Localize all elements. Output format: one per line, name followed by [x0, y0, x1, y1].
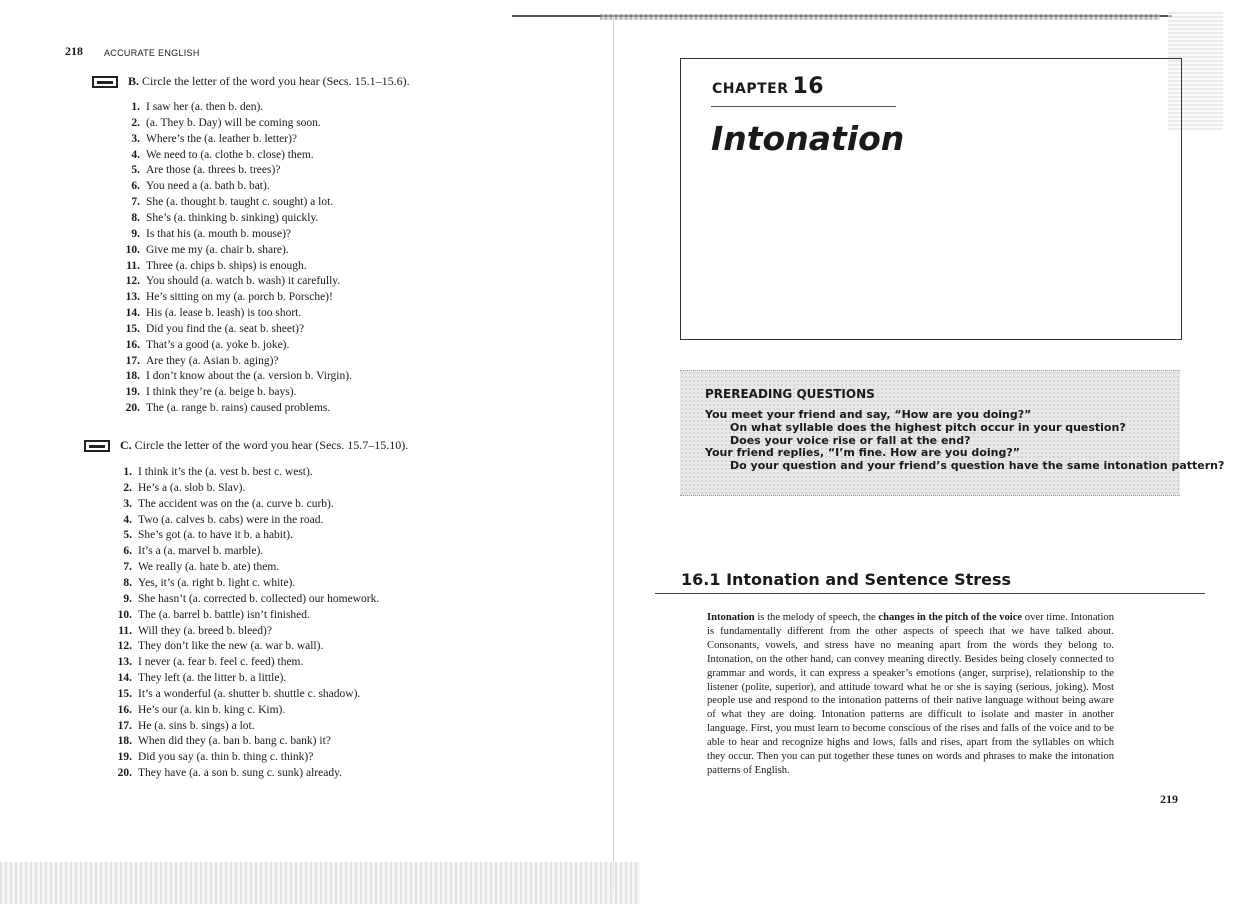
cassette-icon — [84, 440, 110, 452]
item-number: 6. — [123, 545, 132, 558]
item-number: 8. — [131, 211, 140, 224]
exercise-item — [118, 117, 321, 129]
item-text: I think they’re (a. beige b. bays). — [146, 386, 297, 399]
chapter-label: CHAPTER — [712, 81, 789, 97]
body-lead: is the melody of speech, the — [754, 612, 879, 623]
item-number: 17. — [117, 719, 132, 732]
item-text: Where’s the (a. leather b. letter)? — [146, 132, 298, 145]
left-page-number: 218 — [65, 44, 83, 58]
item-text: He’s our (a. kin b. king c. Kim). — [138, 703, 286, 716]
prereading-heading: PREREADING QUESTIONS — [705, 387, 875, 401]
cassette-icon — [92, 76, 118, 88]
item-number: 13. — [125, 291, 140, 304]
item-number: 9. — [131, 227, 140, 240]
item-number: 2. — [123, 481, 132, 494]
exercise-item — [110, 735, 331, 747]
item-number: 9. — [123, 592, 132, 605]
prereading-line: Do your question and your friend’s question have the same intonation pattern? — [730, 459, 1225, 472]
item-text: He’s a (a. slob b. Slav). — [138, 481, 246, 494]
exercise-item — [118, 402, 330, 414]
item-number: 10. — [125, 243, 140, 256]
item-text: Give me my (a. chair b. share). — [146, 243, 289, 256]
item-text: He’s sitting on my (a. porch b. Porsche)! — [146, 291, 333, 304]
exercise-item — [110, 545, 263, 557]
item-text: (a. They b. Day) will be coming soon. — [146, 116, 321, 129]
exercise-item — [118, 180, 270, 192]
prereading-line: Does your voice rise or fall at the end? — [730, 434, 971, 447]
item-text: Are they (a. Asian b. aging)? — [146, 354, 279, 367]
exercise-item — [110, 593, 379, 605]
exercise-item — [110, 688, 360, 700]
exercise-item — [118, 339, 289, 351]
exercise-item — [110, 577, 295, 589]
item-text: His (a. lease b. leash) is too short. — [146, 307, 302, 320]
item-text: They have (a. a son b. sung c. sunk) already. — [138, 767, 342, 780]
item-number: 14. — [125, 307, 140, 320]
exercise-item — [118, 133, 297, 145]
exercise-item — [118, 212, 318, 224]
exercise-item — [110, 751, 313, 763]
exercise-item — [118, 149, 314, 161]
item-number: 7. — [131, 196, 140, 209]
item-text: The accident was on the (a. curve b. curb). — [138, 497, 334, 510]
item-number: 19. — [117, 751, 132, 764]
item-text: Did you say (a. thin b. thing c. think)? — [138, 751, 314, 764]
item-number: 14. — [117, 672, 132, 685]
exercise-b-instruction: Circle the letter of the word you hear (Secs. 15.1–15.6). — [142, 74, 410, 88]
item-text: The (a. barrel b. battle) isn’t finished. — [138, 608, 310, 621]
section-number: 16.1 — [681, 570, 721, 589]
top-binding-shade — [600, 14, 1160, 20]
item-number: 19. — [125, 386, 140, 399]
exercise-item — [110, 609, 310, 621]
exercise-c-letter: C. — [120, 438, 132, 452]
prereading-line: On what syllable does the highest pitch occur in your question? — [730, 421, 1126, 434]
item-text: We really (a. hate b. ate) them. — [138, 561, 280, 574]
item-number: 11. — [126, 259, 140, 272]
item-text: I don’t know about the (a. version b. Virgin). — [146, 370, 352, 383]
item-text: Are those (a. threes b. trees)? — [146, 164, 281, 177]
exercise-item — [118, 275, 340, 287]
item-number: 18. — [125, 370, 140, 383]
item-text: We need to (a. clothe b. close) them. — [146, 148, 314, 161]
item-number: 20. — [117, 767, 132, 780]
exercise-item — [110, 767, 342, 779]
exercise-b-letter: B. — [128, 74, 140, 88]
item-number: 3. — [123, 497, 132, 510]
item-text: You should (a. watch b. wash) it carefully. — [146, 275, 341, 288]
exercise-item — [118, 101, 263, 113]
item-text: Will they (a. breed b. bleed)? — [138, 624, 272, 637]
item-text: Two (a. calves b. cabs) were in the road. — [138, 513, 324, 526]
item-text: You need a (a. bath b. bat). — [146, 180, 270, 193]
exercise-item — [118, 164, 280, 176]
prereading-line: Your friend replies, “I’m fine. How are you doing?” — [705, 446, 1020, 459]
exercise-item — [110, 704, 285, 716]
item-number: 1. — [131, 101, 140, 113]
prereading-line: You meet your friend and say, “How are you doing?” — [705, 408, 1032, 421]
chapter-title-box — [680, 58, 1182, 340]
exercise-item — [110, 720, 255, 732]
right-page-number: 219 — [1160, 792, 1178, 806]
chapter-number: 16 — [792, 74, 825, 99]
exercise-item — [110, 514, 323, 526]
item-number: 10. — [117, 608, 132, 621]
exercise-c-instruction: Circle the letter of the word you hear (Secs. 15.7–15.10). — [134, 438, 409, 452]
item-number: 20. — [125, 402, 140, 415]
exercise-item — [110, 640, 323, 652]
exercise-item — [118, 228, 291, 240]
exercise-item — [118, 307, 301, 319]
item-number: 12. — [117, 640, 132, 653]
item-number: 17. — [125, 354, 140, 367]
item-number: 7. — [123, 561, 132, 574]
exercise-c-header — [120, 438, 408, 453]
item-number: 6. — [131, 180, 140, 193]
exercise-item — [110, 561, 279, 573]
item-text: That’s a good (a. yoke b. joke). — [146, 338, 290, 351]
exercise-item — [118, 370, 352, 382]
item-text: I think it’s the (a. vest b. best c. west). — [138, 466, 313, 478]
item-text: She’s (a. thinking b. sinking) quickly. — [146, 211, 319, 224]
item-number: 5. — [131, 164, 140, 177]
item-number: 15. — [117, 687, 132, 700]
item-text: She (a. thought b. taught c. sought) a lot. — [146, 196, 334, 209]
item-number: 3. — [131, 132, 140, 145]
exercise-item — [110, 529, 293, 541]
item-text: They left (a. the litter b. a little). — [138, 672, 287, 685]
item-text: It’s a (a. marvel b. marble). — [138, 545, 264, 558]
exercise-b-header — [128, 74, 410, 89]
item-text: Three (a. chips b. ships) is enough. — [146, 259, 307, 272]
item-text: The (a. range b. rains) caused problems. — [146, 402, 331, 415]
body-text: over time. Intonation is fundamentally different from the other aspects of speech that we have talked about. Consonants, vowels, and stress have no meaning apart from the words they belong to. Intonation, on the other hand, can convey meaning directly. Besides being closely connected to grammar and words, it can express a speaker’s emotions (anger, surprise), relationship to the listener (polite, superior), and attitude toward what he or she is saying (serious, joking). Most people use and respond to the intonation patterns of their native language without being aware of what they are doing. Intonation patterns are difficult to isolate and master in another language. First, you must learn to become conscious of the rises and falls of the voice and to be able to hear and recognize highs and lows, falls and rises, apart from the syllables on which they occur. Then you can put together these tunes on words and phrases to make the intonation patterns of English. — [707, 612, 1114, 776]
item-number: 2. — [131, 116, 140, 129]
item-number: 1. — [123, 466, 132, 478]
exercise-item — [110, 672, 286, 684]
exercise-item — [118, 260, 307, 272]
item-number: 12. — [125, 275, 140, 288]
exercise-item — [118, 196, 333, 208]
bottom-scan-noise — [0, 862, 640, 904]
exercise-item — [118, 244, 289, 256]
item-number: 16. — [125, 338, 140, 351]
item-number: 4. — [123, 513, 132, 526]
item-number: 8. — [123, 576, 132, 589]
item-number: 11. — [118, 624, 132, 637]
body-lead-bold: Intonation — [707, 612, 755, 623]
item-text: I saw her (a. then b. den). — [146, 101, 264, 113]
exercise-item — [110, 482, 245, 494]
exercise-item — [110, 498, 334, 510]
item-text: When did they (a. ban b. bang c. bank) it? — [138, 735, 331, 748]
section-title: Intonation and Sentence Stress — [726, 570, 1012, 589]
chapter-title: Intonation — [711, 119, 905, 158]
item-text: Yes, it’s (a. right b. light c. white). — [138, 576, 296, 589]
item-text: They don’t like the new (a. war b. wall). — [138, 640, 324, 653]
exercise-item — [110, 656, 303, 668]
section-heading — [681, 570, 1011, 589]
exercise-item — [110, 466, 313, 478]
item-text: She hasn’t (a. corrected b. collected) our homework. — [138, 592, 380, 605]
chapter-rule — [711, 106, 896, 107]
exercise-item — [118, 323, 304, 335]
item-text: She’s got (a. to have it b. a habit). — [138, 529, 293, 542]
gutter-line — [613, 20, 614, 890]
body-lead-bold: changes in the pitch of the voice — [878, 612, 1023, 623]
item-text: He (a. sins b. sings) a lot. — [138, 719, 255, 732]
item-number: 18. — [117, 735, 132, 748]
exercise-item — [118, 355, 279, 367]
body-paragraph — [707, 611, 1114, 778]
running-head: ACCURATE ENGLISH — [104, 48, 200, 58]
item-number: 13. — [117, 656, 132, 669]
item-number: 5. — [123, 529, 132, 542]
item-number: 15. — [125, 322, 140, 335]
item-number: 4. — [131, 148, 140, 161]
section-rule — [655, 593, 1205, 594]
item-text: Is that his (a. mouth b. mouse)? — [146, 227, 292, 240]
item-text: It’s a wonderful (a. shutter b. shuttle c. shadow). — [138, 687, 361, 700]
chapter-heading — [712, 74, 824, 99]
exercise-item — [118, 386, 296, 398]
exercise-item — [110, 625, 272, 637]
item-number: 16. — [117, 703, 132, 716]
item-text: I never (a. fear b. feel c. feed) them. — [138, 656, 304, 669]
exercise-item — [118, 291, 333, 303]
item-text: Did you find the (a. seat b. sheet)? — [146, 322, 305, 335]
